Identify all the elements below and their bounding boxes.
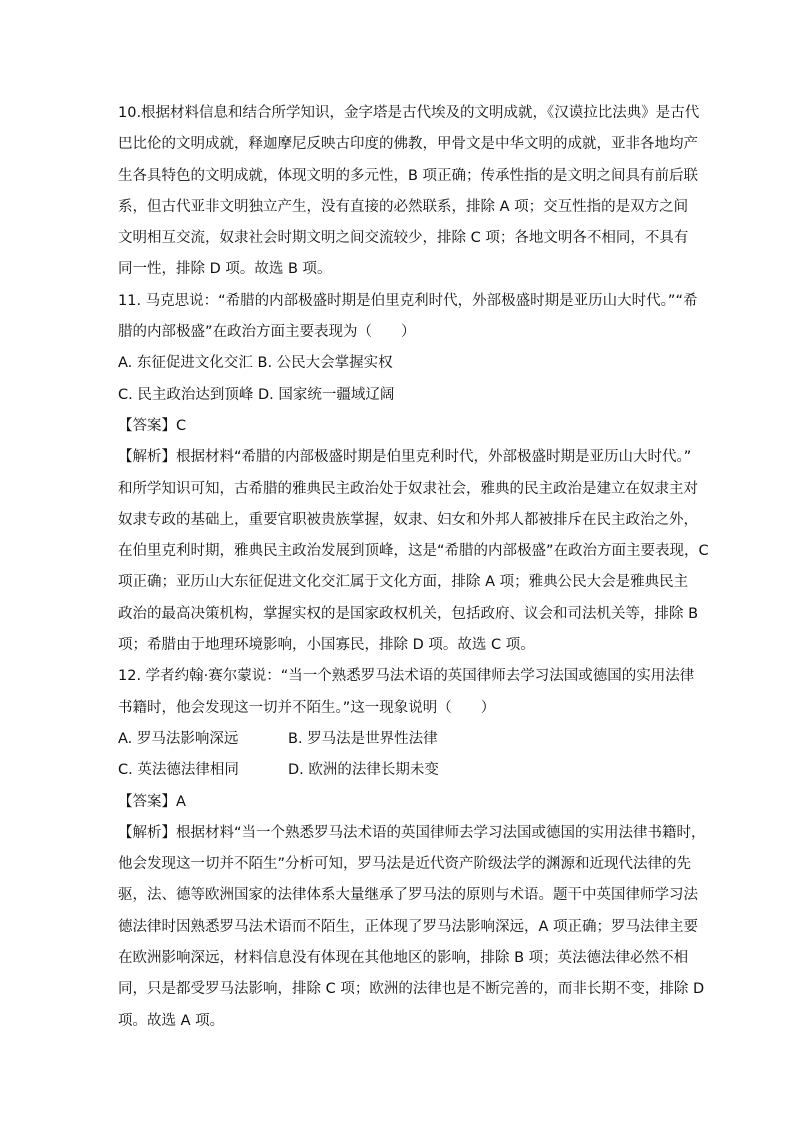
text-line: 同一性，排除 D 项。故选 B 项。 [118, 261, 332, 278]
question-stem: 12. 学者约翰·赛尔蒙说：“当一个熟悉罗马法术语的英国律师去学习法国或德国的实用法律 [118, 668, 695, 685]
answer-label: 【答案】A [118, 793, 186, 810]
q10-explanation [118, 98, 700, 286]
question-11 [118, 286, 709, 662]
text-line: 10.根据材料信息和结合所学知识，金字塔是古代埃及的文明成就，《汉谟拉比法典》是古代 [118, 105, 700, 121]
explanation-line: 【解析】根据材料“当一个熟悉罗马法术语的英国律师去学习法国或德国的实用法律书籍时， [118, 824, 706, 841]
explanation-line: 德法律时因熟悉罗马法术语而不陌生，正体现了罗马法影响深远，A 项正确；罗马法律主要 [118, 918, 699, 935]
explanation-line: 【解析】根据材料“希腊的内部极盛时期是伯里克利时代，外部极盛时期是亚历山大时代。” [118, 449, 692, 466]
explanation-line: 奴隶专政的基础上，重要官职被贵族掌握，奴隶、妇女和外邦人都被排斥在民主政治之外， [118, 511, 698, 528]
option-d: D. 欧洲的法律长期未变 [288, 762, 439, 779]
options-row [118, 755, 676, 786]
text-line: 文明相互交流，奴隶社会时期文明之间交流较少，排除 C 项；各地文明各不相同，不具有 [118, 230, 689, 247]
explanation-line: 同，只是都受罗马法影响，排除 C 项；欧洲的法律也是不断完善的，而非长期不变，排除 D [118, 981, 705, 998]
explanation-line: 项；希腊由于地理环境影响，小国寡民，排除 D 项。故选 C 项。 [118, 637, 535, 654]
options-row: A. 东征促进文化交汇 B. 公民大会掌握实权 [118, 355, 393, 372]
text-line: 系，但古代亚非文明独立产生，没有直接的必然联系，排除 A 项；交互性指的是双方之间 [118, 198, 689, 215]
explanation-line: 和所学知识可知，古希腊的雅典民主政治处于奴隶社会，雅典的民主政治是建立在奴隶主对 [118, 480, 698, 497]
explanation-line: 在欧洲影响深远，材料信息没有体现在其他地区的影响，排除 B 项；英法德法律必然不相 [118, 950, 689, 967]
explanation-line: 他会发现这一切并不陌生”分析可知，罗马法是近代资产阶级法学的渊源和近现代法律的先 [118, 856, 692, 873]
text-line: 巴比伦的文明成就，释迦摩尼反映古印度的佛教，甲骨文是中华文明的成就，亚非各地均产 [118, 136, 698, 153]
text-line: 生各具特色的文明成就，体现文明的多元性，B 项正确；传承性指的是文明之间具有前后联 [118, 167, 699, 184]
explanation-line: 政治的最高决策机构，掌握实权的是国家政权机关，包括政府、议会和司法机关等，排除 B [118, 605, 699, 622]
options-row: C. 民主政治达到顶峰 D. 国家统一疆域辽阔 [118, 386, 395, 403]
option-b: B. 罗马法是世界性法律 [288, 730, 438, 747]
answer-label: 【答案】C [118, 417, 187, 434]
explanation-line: 项。故选 A 项。 [118, 1012, 225, 1029]
explanation-line: 驱，法、德等欧洲国家的法律体系大量继承了罗马法的原则与术语。题干中英国律师学习法 [118, 887, 698, 904]
question-stem: 11. 马克思说：“希腊的内部极盛时期是伯里克利时代，外部极盛时期是亚历山大时代。”“希 [118, 292, 698, 309]
option-c: C. 英法德法律相同 [118, 762, 239, 779]
explanation-line: 项正确；亚历山大东征促进文化交汇属于文化方面，排除 A 项；雅典公民大会是雅典民主 [118, 574, 689, 591]
question-stem: 腊的内部极盛”在政治方面主要表现为（ ） [118, 324, 416, 341]
explanation-line: 在伯里克利时期，雅典民主政治发展到顶峰，这是“希腊的内部极盛”在政治方面主要表现，C [118, 543, 709, 560]
question-12 [118, 661, 706, 1037]
option-a: A. 罗马法影响深远 [118, 730, 239, 747]
options-row [118, 724, 676, 755]
question-stem: 书籍时，他会发现这一切并不陌生。”这一现象说明（ ） [118, 699, 496, 716]
